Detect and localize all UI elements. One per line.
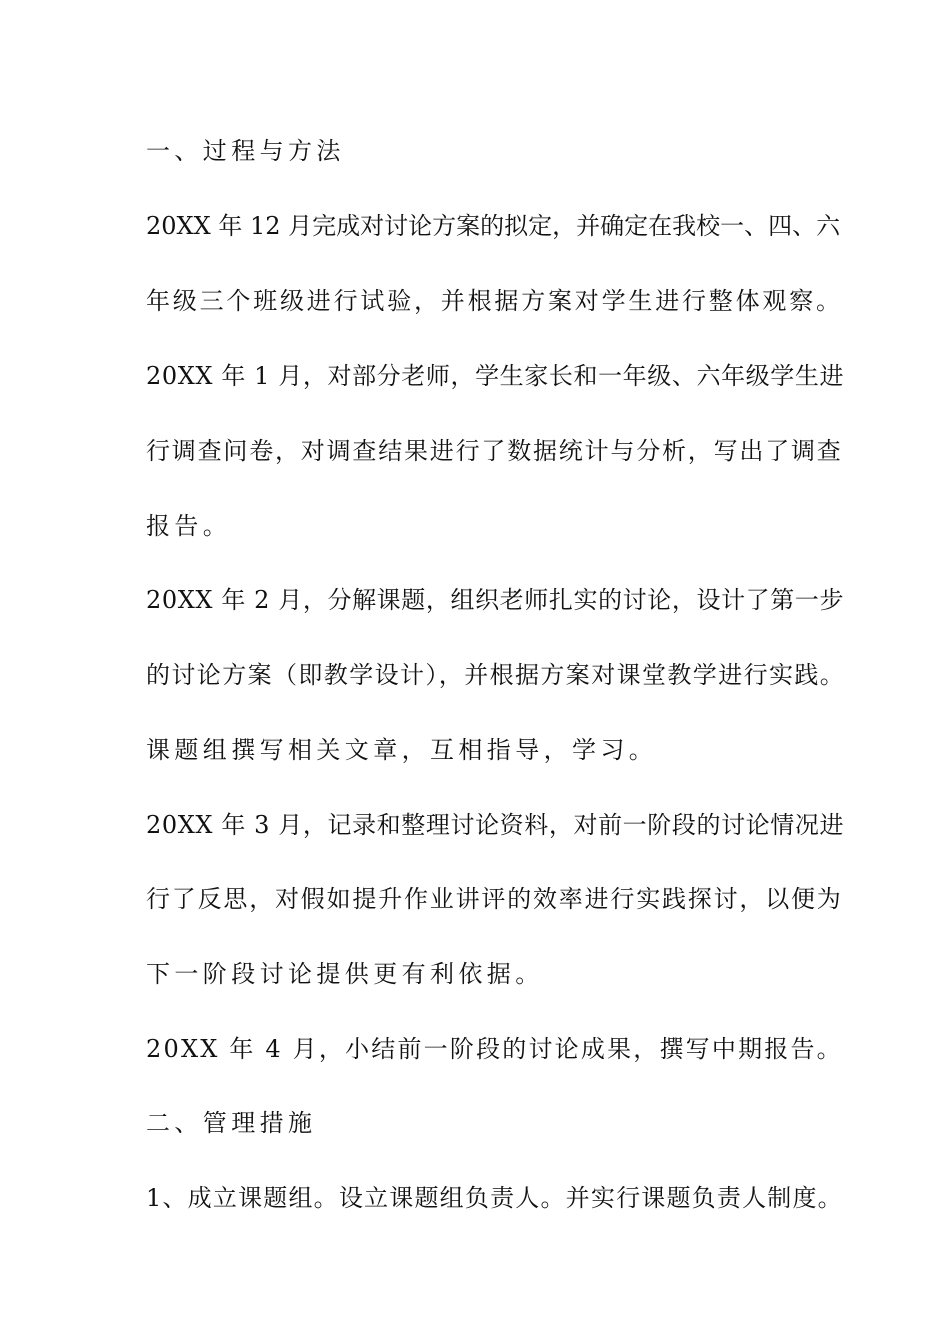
paragraph-line: 1、成立课题组。设立课题组负责人。并实行课题负责人制度。 [146, 1184, 843, 1212]
paragraph-line: 20XX 年 1 月，对部分老师，学生家长和一年级、六年级学生进 [146, 362, 845, 390]
paragraph-line: 年级三个班级进行试验，并根据方案对学生进行整体观察。 [146, 287, 843, 315]
paragraph-line: 20XX 年 3 月，记录和整理讨论资料，对前一阶段的讨论情况进 [146, 811, 845, 839]
paragraph-line: 下一阶段讨论提供更有利依据。 [146, 960, 544, 988]
paragraph-line: 行调查问卷，对调查结果进行了数据统计与分析，写出了调查 [146, 437, 843, 465]
paragraph-line: 行了反思，对假如提升作业讲评的效率进行实践探讨，以便为 [146, 885, 843, 913]
paragraph-line: 报告。 [146, 512, 232, 540]
paragraph-line: 的讨论方案（即教学设计），并根据方案对课堂教学进行实践。 [146, 661, 846, 689]
section-heading-process-methods: 一、过程与方法 [146, 137, 345, 165]
paragraph-line: 20XX 年 12 月完成对讨论方案的拟定，并确定在我校一、四、六 [146, 212, 841, 240]
paragraph-line: 20XX 年 4 月，小结前一阶段的讨论成果，撰写中期报告。 [146, 1035, 843, 1063]
section-heading-management-measures: 二、管理措施 [146, 1109, 317, 1137]
paragraph-line: 课题组撰写相关文章，互相指导，学习。 [146, 736, 658, 764]
paragraph-line: 20XX 年 2 月，分解课题，组织老师扎实的讨论，设计了第一步 [146, 586, 845, 614]
